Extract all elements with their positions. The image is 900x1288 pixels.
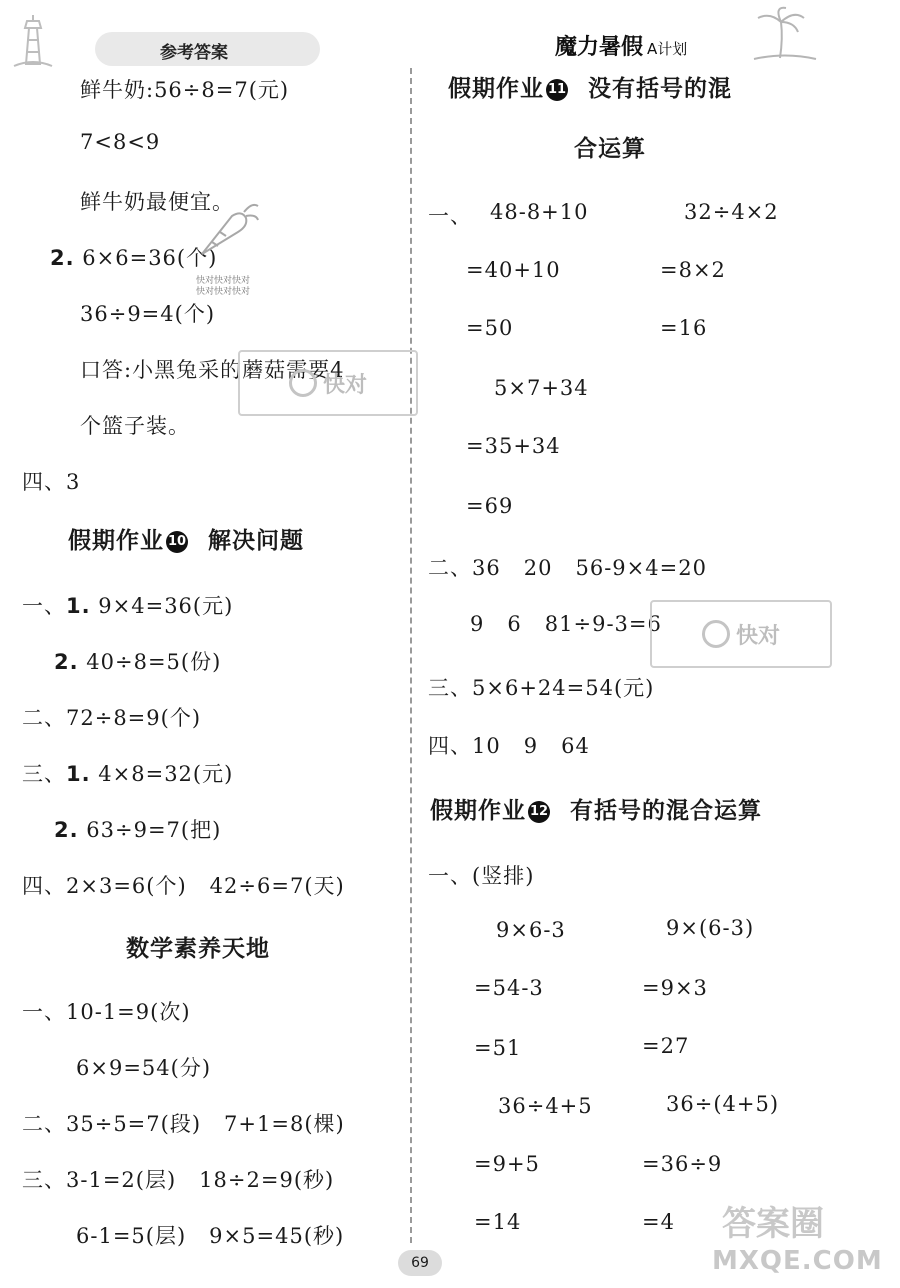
calc-line: 9×6-3 [496,918,566,942]
calc-line: =50 [466,316,514,340]
calc-line: =14 [474,1210,522,1234]
palm-tree-icon [750,4,820,62]
calc-line: =54-3 [474,976,544,1000]
header-brand [555,30,687,61]
answer-line: 一、(竖排) [428,864,535,888]
small-watermark [196,276,250,298]
answer-line: 鲜牛奶最便宜。 [80,190,234,214]
question-number: 2. [54,818,79,842]
calc-line: 36÷(4+5) [666,1092,780,1116]
answer-text: 6×6=36(个) [82,246,218,270]
answer-line: 一、10-1=9(次) [22,1000,191,1024]
calc-line: 48-8+10 [490,200,589,224]
answer-line: 7<8<9 [80,130,161,154]
calc-line: 32÷4×2 [684,200,779,224]
calc-line: =16 [660,316,708,340]
question-number: 1. [66,762,91,786]
corner-watermark-url: MXQE.COM [712,1246,883,1276]
section-title-text: 有括号的混合运算 [570,798,763,824]
calc-line: =51 [474,1036,522,1060]
lighthouse-icon [8,12,58,70]
calc-line: =69 [466,494,514,518]
answer-line: 鲜牛奶:56÷8=7(元) [80,78,290,102]
answer-line: 36÷9=4(个) [80,302,216,326]
section-number-badge: 12 [528,801,550,823]
answer-prefix: 三、 [22,762,66,786]
answer-line [54,646,221,676]
question-number: 2. [54,650,79,674]
header-left-title: 参考答案 [160,43,228,63]
page-number: 69 [398,1250,442,1276]
section-title-text: 假期作业 [448,76,544,102]
section-title-text: 假期作业 [68,528,164,554]
answer-line [54,814,221,844]
answer-line [22,590,233,620]
answer-text: 9×4=36(元) [98,594,234,618]
answer-line: 二、36 20 56-9×4=20 [428,556,707,580]
answer-text: 4×8=32(元) [98,762,234,786]
section-title-11-cont: 合运算 [574,136,646,162]
answer-line: 三、5×6+24=54(元) [428,676,655,700]
calc-line: =9×3 [642,976,708,1000]
section-title-10 [68,522,304,555]
calc-line: 5×7+34 [494,376,589,400]
kuaidui-stamp [238,350,418,416]
answer-line: 6-1=5(层) 9×5=45(秒) [76,1224,345,1248]
answer-prefix: 一、 [428,204,472,228]
small-watermark-line: 快对快对快对 [196,276,251,286]
section-title-text: 解决问题 [208,528,305,554]
calc-line: 9×(6-3) [666,916,755,940]
section-number-badge: 11 [546,79,568,101]
section-title-text: 假期作业 [430,798,526,824]
stamp-text: 快对 [735,623,780,649]
corner-watermark: 答案圈 [722,1204,824,1244]
small-watermark-line: 快对快对快对 [196,287,251,297]
question-number: 2. [50,246,75,270]
calc-line: =9+5 [474,1152,540,1176]
column-divider [410,68,412,1243]
answer-line: 四、3 [22,470,81,494]
brand-sub: A计划 [647,40,688,58]
answer-text: 63÷9=7(把) [86,818,222,842]
answer-line: 9 6 81÷9-3=6 [470,612,662,636]
check-circle-icon [289,369,317,397]
calc-line: =35+34 [466,434,561,458]
carrot-mascot-icon [182,192,262,272]
question-number: 1. [66,594,91,618]
kuaidui-stamp [650,600,832,668]
calc-line: 36÷4+5 [498,1094,593,1118]
calc-line: =4 [642,1210,675,1234]
brand-name: 魔力暑假 [555,35,644,60]
stamp-text: 快对 [322,372,367,398]
answer-line: 二、72÷8=9(个) [22,706,202,730]
check-circle-icon [702,620,730,648]
section-title-12 [430,792,762,825]
answer-line: 二、35÷5=7(段) 7+1=8(棵) [22,1112,345,1136]
answer-line: 个篮子装。 [80,414,190,438]
answer-line: 四、10 9 64 [428,734,590,758]
answer-text: 40÷8=5(份) [86,650,222,674]
answer-line: 三、3-1=2(层) 18÷2=9(秒) [22,1168,335,1192]
section-title-11 [448,70,732,103]
section-number-badge: 10 [166,531,188,553]
answer-line: 6×9=54(分) [76,1056,212,1080]
answer-line: 口答:小黑兔采的蘑菇需要4 [80,358,345,382]
answer-line: 四、2×3=6(个) 42÷6=7(天) [22,874,345,898]
calc-line: =40+10 [466,258,561,282]
section-title-math: 数学素养天地 [126,936,270,962]
answer-prefix: 一、 [22,594,66,618]
answer-line [22,758,233,788]
calc-line: =27 [642,1034,690,1058]
calc-line: =8×2 [660,258,726,282]
calc-line: =36÷9 [642,1152,723,1176]
section-title-text: 没有括号的混 [588,76,733,102]
